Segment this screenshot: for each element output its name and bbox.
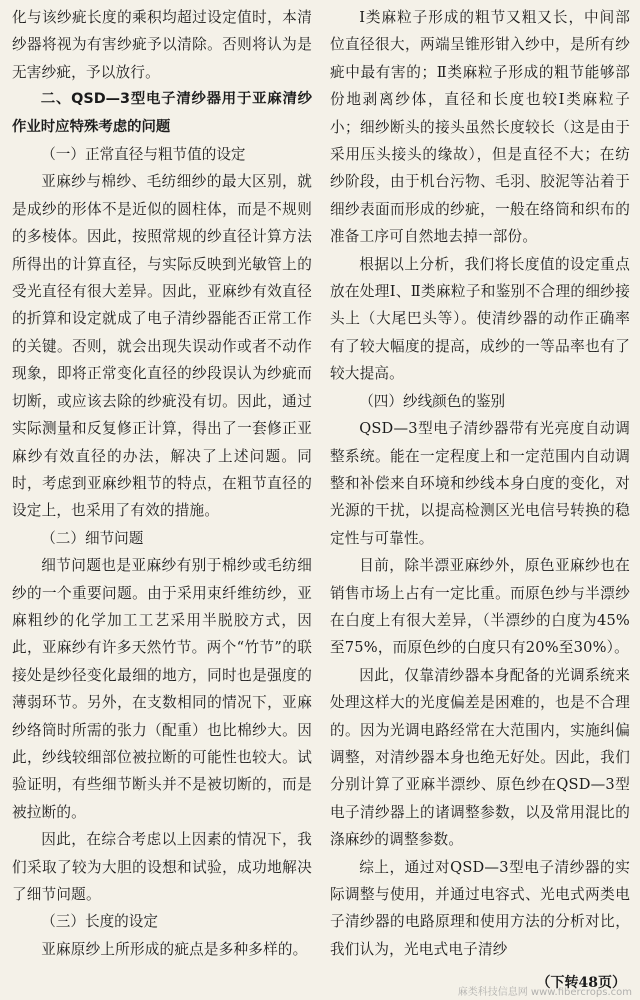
continued-note: （下转48页） [536, 975, 626, 991]
subsection-2-title: （二）细节问题 [41, 529, 144, 547]
subsection-2-text: 细节问题也是亚麻纱有别于棉纱或毛纺细纱的一个重要问题。由于采用束纤维纺纱，亚麻粗纱的化学加工工艺采用半脱胶方式，因此，亚麻纱有许多天然竹节。两个“竹节”的联接处是纱径变化最细的地方，同时也是强度的薄弱环节。另外，在支数相同的情况下，亚麻纱络筒时所需的张力（配重）也比棉纱大。因此，纱线较细部位被拉断的可能性也较大。试验证明，有些细节断头并不是被切断的，而是被拉断的。 [12, 557, 312, 821]
right-column [330, 4, 630, 963]
right-paragraph-2: 根据以上分析，我们将长度值的设定重点放在处理Ⅰ、Ⅱ类麻粒子和鉴别不合理的细纱接头上（大尾巴头等）。使清纱器的动作正确率有了较大幅度的提高，成纱的一等品率也有了较大提高。 [330, 255, 630, 383]
right-paragraph-1: Ⅰ类麻粒子形成的粗节又粗又长，中间部位直径很大，两端呈锥形钳入纱中，是所有纱疵中最有害的；Ⅱ类麻粒子形成的粗节能够部份地剥离纱体，直径和长度也较Ⅰ类麻粒子小；细纱断头的接头虽然长度较长（这是由于采用压头接头的缘故），但是直径不大；在纺纱阶段，由于机台污物、毛羽、胶泥等沾着于细纱表面而形成的纱疵，一般在络筒和织布的准备工序可自然地去掉一部份。 [330, 9, 630, 246]
right-paragraph-4: 目前，除半漂亚麻纱外，原色亚麻纱也在销售市场上占有一定比重。而原色纱与半漂纱在白度上有很大差异，（半漂纱的白度为45%至75%，而原色纱的白度只有20%至30%）。 [330, 557, 630, 657]
subsection-3-text: 亚麻原纱上所形成的疵点是多种多样的。 [41, 940, 308, 958]
subsection-1-text: 亚麻纱与棉纱、毛纺细纱的最大区别，就是成纱的形体不是近似的圆柱体，而是不规则的多棱体。因此，按照常规的纱直径计算方法所得出的计算直径，与实际反映到光敏管上的受光直径有很大差异。因此，亚麻纱有效直径的折算和设定就成了电子清纱器能否正常工作的关键。否则，就会出现失误动作或者不动作现象，即将正常变化直径的纱段误认为纱疵而切断，或应该去除的纱疵没有切。因此，通过实际测量和反复修正计算，得出了一套修正亚麻纱有效直径的办法，解决了上述问题。同时，考虑到亚麻纱粗节的特点，在粗节直径的设定上，也采用了有效的措施。 [12, 173, 312, 520]
section-title: 二、QSD—3型电子清纱器用于亚麻清纱作业时应特殊考虑的问题 [12, 91, 312, 135]
subsection-2-text-2: 因此，在综合考虑以上因素的情况下，我们采取了较为大胆的设想和试验，成功地解决了细节问题。 [12, 831, 312, 903]
subsection-1-title: （一）正常直径与粗节值的设定 [41, 146, 246, 164]
right-paragraph-3: QSD—3型电子清纱器带有光亮度自动调整系统。能在一定程度上和一定范围内自动调整和补偿来自环境和纱线本身白度的变化，对光源的干扰，以提高检测区光电信号转换的稳定性与可靠性。 [330, 420, 630, 547]
subsection-4-title: （四）纱线颜色的鉴别 [359, 392, 506, 410]
left-column [12, 4, 312, 963]
intro-paragraph: 化与该纱疵长度的乘积均超过设定值时，本清纱器将视为有害纱疵予以清除。否则将认为是无害纱疵，予以放行。 [12, 9, 312, 81]
right-paragraph-5: 因此，仅靠清纱器本身配备的光调系统来处理这样大的光度偏差是困难的，也是不合理的。因为光调电路经常在大范围内，实施纠偏调整，对清纱器本身也绝无好处。因此，我们分别计算了亚麻半漂纱、原色纱在QSD—3型电子清纱器上的诸调整参数，以及常用混比的涤麻纱的调整参数。 [330, 666, 630, 849]
watermark: 麻类科技信息网 www.fibercrops.com [457, 987, 632, 998]
subsection-3-title: （三）长度的设定 [41, 913, 158, 931]
right-paragraph-6: 综上，通过对QSD—3型电子清纱器的实际调整与使用，并通过电容式、光电式两类电子清纱器的电路原理和使用方法的分析对比，我们认为，光电式电子清纱 [330, 858, 630, 958]
